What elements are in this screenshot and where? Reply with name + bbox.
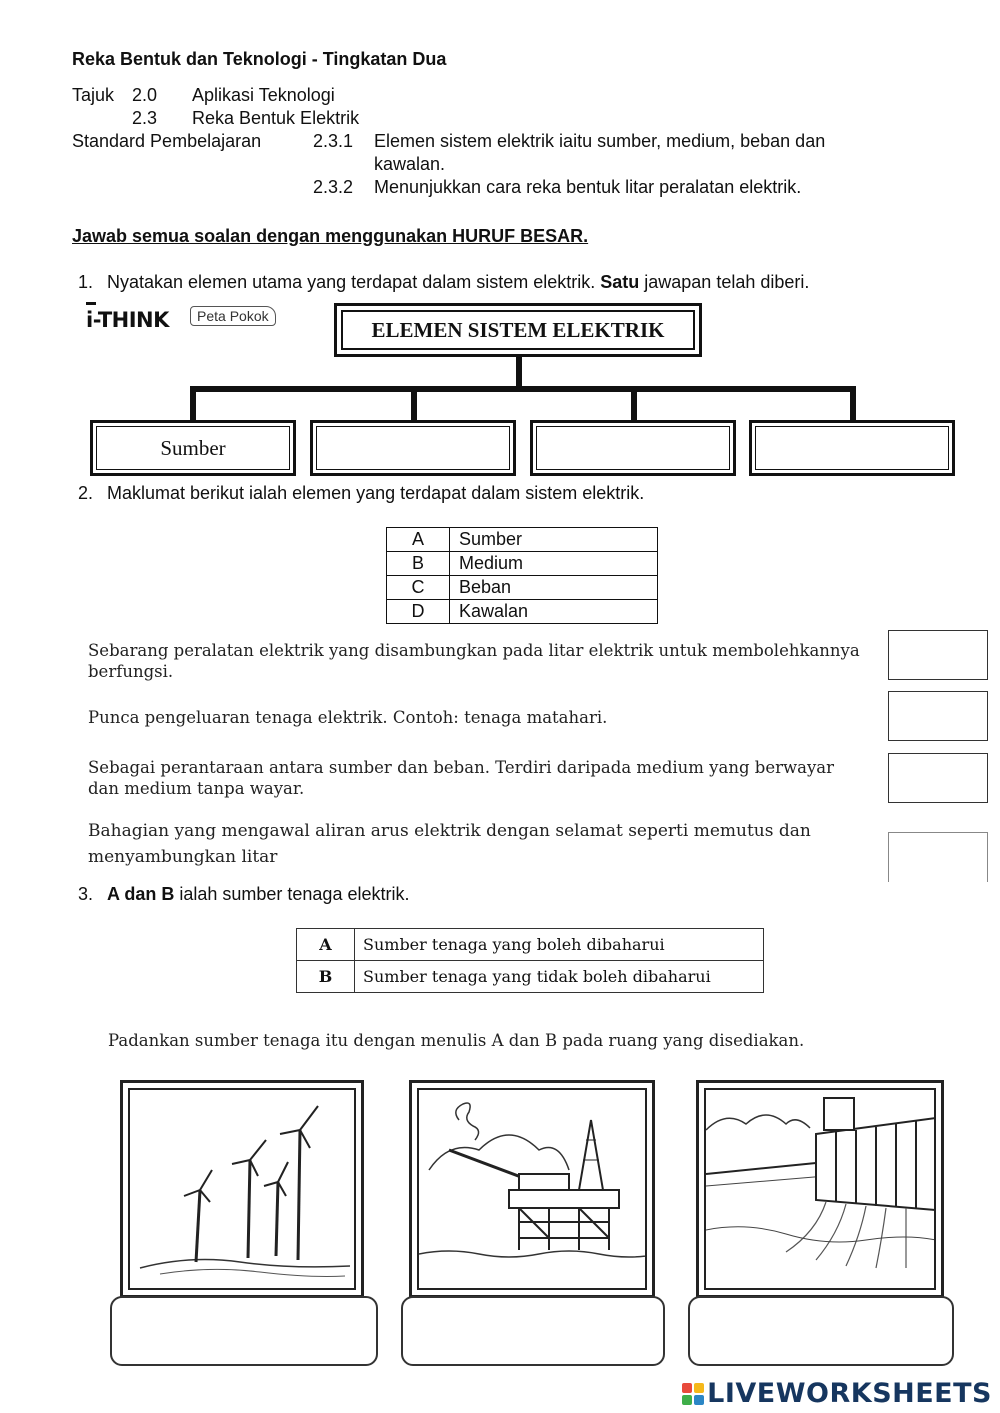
picture-frame-3	[696, 1080, 944, 1298]
tree-leg-1	[190, 386, 196, 420]
statement-2: Punca pengeluaran tenaga elektrik. Contoh: tenaga matahari.	[88, 708, 608, 727]
oil-rig-icon	[419, 1090, 647, 1290]
q1-answer-input-2[interactable]	[537, 426, 729, 470]
statement-1-input[interactable]	[889, 631, 991, 681]
q1-number: 1.	[78, 272, 94, 292]
statement-1: Sebarang peralatan elektrik yang disambungkan pada litar elektrik untuk membolehkannya berfungsi.	[88, 641, 860, 681]
liveworksheets-icon	[681, 1382, 705, 1406]
tree-title-box	[334, 303, 702, 357]
subtopic-text: Reka Bentuk Elektrik	[192, 108, 360, 128]
picture-frame-1	[120, 1080, 364, 1298]
picture-3-answer[interactable]	[688, 1296, 954, 1366]
key-label: Medium	[450, 552, 658, 576]
key-letter: C	[387, 576, 450, 600]
statement-3-answer[interactable]	[888, 753, 988, 803]
tree-leg-2	[411, 386, 417, 420]
ithink-dash	[86, 302, 96, 305]
table-row	[387, 600, 658, 624]
table-row	[297, 961, 764, 993]
liveworksheets-text: LIVEWORKSHEETS	[707, 1378, 992, 1409]
tree-box-given	[90, 420, 296, 476]
tree-box-answer-2[interactable]	[530, 420, 736, 476]
statement-4-answer[interactable]	[888, 832, 988, 882]
element-key-table	[386, 527, 658, 624]
key-label: Sumber	[450, 528, 658, 552]
q3-text: A dan B ialah sumber tenaga elektrik.	[107, 884, 410, 904]
q1-answer-input-1[interactable]	[317, 426, 509, 470]
statement-2-answer[interactable]	[888, 691, 988, 741]
energy-label: Sumber tenaga yang boleh dibaharui	[355, 929, 764, 961]
tree-branch	[190, 386, 856, 392]
key-letter: B	[387, 552, 450, 576]
table-row	[387, 552, 658, 576]
standard-2-number: 2.3.2	[313, 177, 354, 197]
tree-box-answer-1[interactable]	[310, 420, 516, 476]
key-letter: D	[387, 600, 450, 624]
statement-3: Sebagai perantaraan antara sumber dan beban. Terdiri daripada medium yang berwayar dan medium tanpa wayar.	[88, 758, 834, 798]
q3-number: 3.	[78, 884, 94, 904]
q2-text: Maklumat berikut ialah elemen yang terdapat dalam sistem elektrik.	[107, 483, 645, 503]
standard-1-text: Elemen sistem elektrik iaitu sumber, medium, beban dan	[374, 131, 826, 151]
picture-2-answer[interactable]	[401, 1296, 665, 1366]
tajuk-label: Tajuk	[72, 85, 115, 105]
tree-box-answer-3[interactable]	[749, 420, 955, 476]
key-letter: A	[387, 528, 450, 552]
key-label: Kawalan	[450, 600, 658, 624]
energy-letter: A	[297, 929, 355, 961]
picture-2-input[interactable]	[403, 1298, 667, 1366]
hydro-dam-icon	[706, 1090, 936, 1290]
statement-1-answer[interactable]	[888, 630, 988, 680]
picture-1-answer[interactable]	[110, 1296, 378, 1366]
picture-3-input[interactable]	[690, 1298, 956, 1366]
tree-title: ELEMEN SISTEM ELEKTRIK	[341, 310, 695, 350]
q1-text: Nyatakan elemen utama yang terdapat dalam sistem elektrik. Satu jawapan telah diberi.	[107, 272, 810, 292]
tajuk-text: Aplikasi Teknologi	[192, 85, 335, 105]
standard-1-number: 2.3.1	[313, 131, 354, 151]
wind-turbines-icon	[130, 1090, 356, 1290]
instruction: Jawab semua soalan dengan menggunakan HURUF BESAR.	[72, 226, 589, 246]
standard-1-text-cont: kawalan.	[374, 154, 446, 174]
statement-4-input[interactable]	[889, 833, 991, 884]
tree-leg-3	[631, 386, 637, 420]
standard-label: Standard Pembelajaran	[72, 131, 262, 151]
table-row	[297, 929, 764, 961]
standard-2-text: Menunjukkan cara reka bentuk litar peralatan elektrik.	[374, 177, 802, 197]
statement-3-input[interactable]	[889, 754, 991, 804]
q2-number: 2.	[78, 483, 94, 503]
energy-letter: B	[297, 961, 355, 993]
energy-label: Sumber tenaga yang tidak boleh dibaharui	[355, 961, 764, 993]
course-title: Reka Bentuk dan Teknologi - Tingkatan Dua	[72, 49, 447, 69]
liveworksheets-logo	[681, 1378, 992, 1409]
energy-type-table	[296, 928, 764, 993]
tree-box-given-label: Sumber	[96, 426, 290, 470]
table-row	[387, 576, 658, 600]
statement-4: Bahagian yang mengawal aliran arus elektrik dengan selamat seperti memutus dan menyambungkan litar	[88, 821, 811, 867]
tajuk-number: 2.0	[132, 85, 158, 105]
ithink-map-type: Peta Pokok	[190, 306, 276, 326]
q3-instruction: Padankan sumber tenaga itu dengan menulis A dan B pada ruang yang disediakan.	[108, 1031, 805, 1050]
key-label: Beban	[450, 576, 658, 600]
subtopic-number: 2.3	[132, 108, 158, 128]
picture-frame-2	[409, 1080, 655, 1298]
ithink-logo: i-THINK	[86, 308, 169, 332]
tree-stem	[516, 357, 522, 389]
picture-1-input[interactable]	[112, 1298, 380, 1366]
table-row	[387, 528, 658, 552]
statement-2-input[interactable]	[889, 692, 991, 742]
q1-answer-input-3[interactable]	[756, 426, 948, 470]
tree-leg-4	[850, 386, 856, 420]
